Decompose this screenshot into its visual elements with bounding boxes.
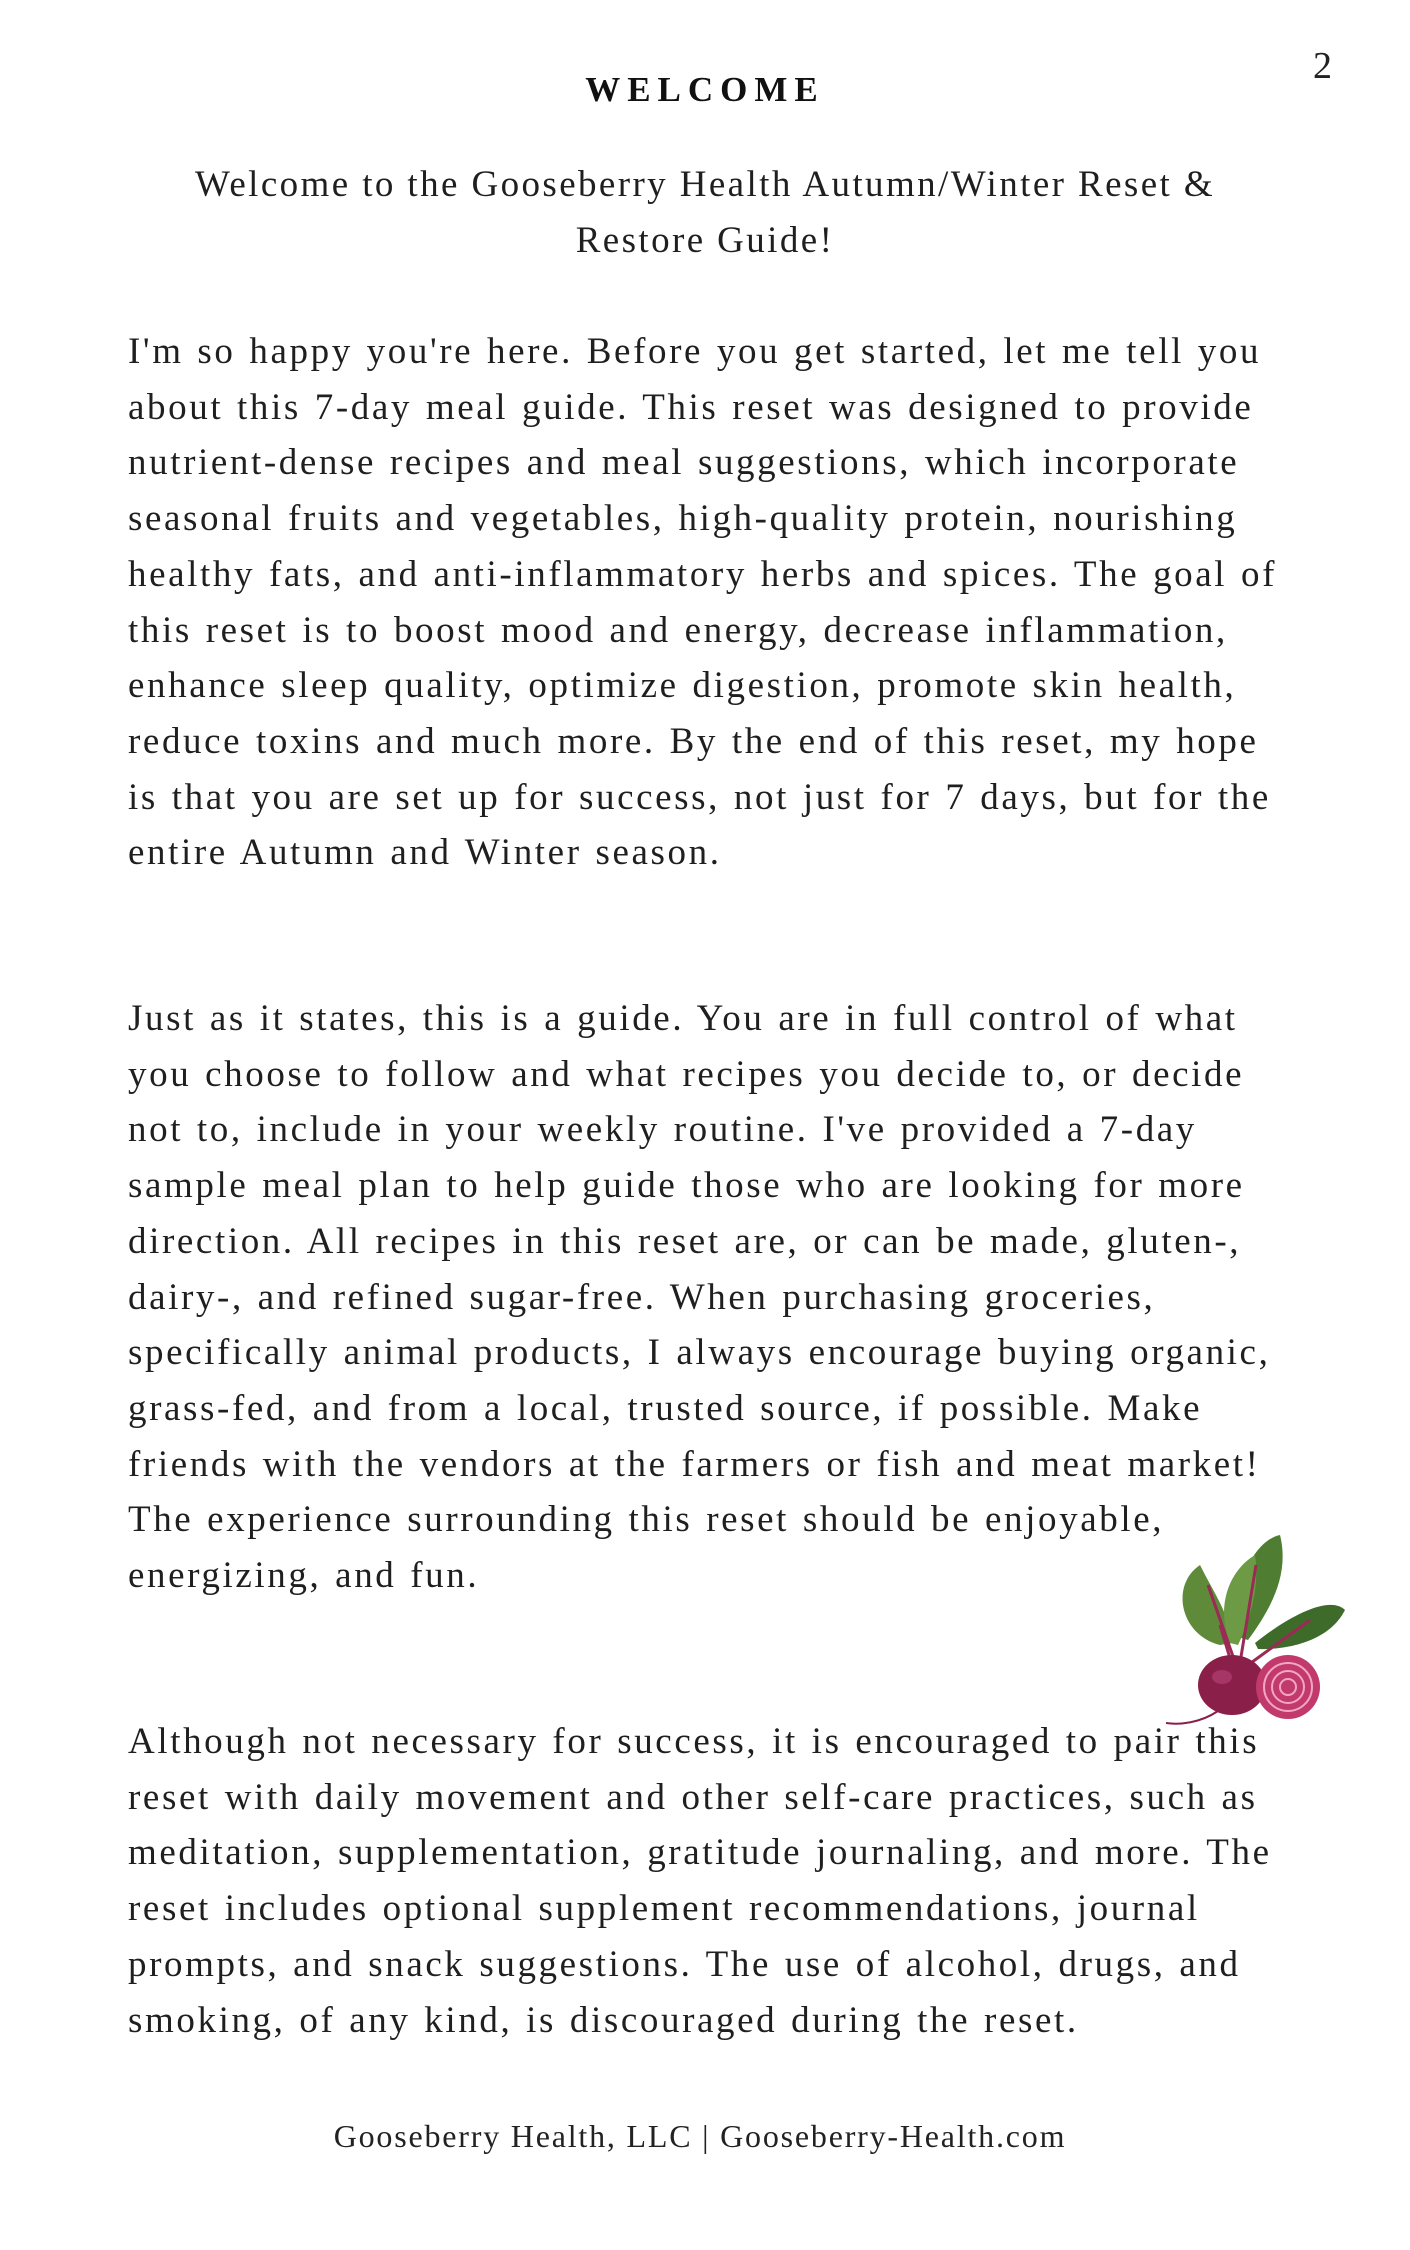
beet-slice (1256, 1655, 1320, 1719)
beet-root-highlight (1212, 1670, 1232, 1684)
page-title: WELCOME (585, 70, 825, 109)
paragraph-guide: Just as it states, this is a guide. You are in full control of what you choose to follow and what recipes you decide to, or decide not to, include in your weekly routine. I've provided a 7-day sample meal plan to help guide those who are looking for more direction. All recipes in this reset are, or can be made, gluten-, dairy-, and refined sugar-free. When purchasing groceries, specifically animal products, I always encourage buying organic, grass-fed, and from a local, trusted source, if possible. Make friends with the vendors at the farmers or fish and meat market! The experience surrounding this reset should be enjoyable, energizing, and fun. (128, 998, 1271, 1597)
intro-text: Welcome to the Gooseberry Health Autumn/Winter Reset & Restore Guide! (194, 164, 1216, 261)
paragraph-selfcare: Although not necessary for success, it is encouraged to pair this reset with daily movement and other self-care practices, such as meditation, supplementation, gratitude journaling, and more. The reset includes optional supplement recommendations, journal prompts, and snack suggestions. The use of alcohol, drugs, and smoking, of any kind, is discouraged during the reset. (128, 1721, 1272, 2041)
paragraph-intro: I'm so happy you're here. Before you get started, let me tell you about this 7-day meal guide. This reset was designed to provide nutrient-dense recipes and meal suggestions, which incorporate seasonal fruits and vegetables, high-quality protein, nourishing healthy fats, and anti-inflammatory herbs and spices. The goal of this reset is to boost mood and energy, decrease inflammation, enhance sleep quality, optimize digestion, promote skin health, reduce toxins and much more. By the end of this reset, my hope is that you are set up for success, not just for 7 days, but for the entire Autumn and Winter season. (128, 331, 1278, 874)
beet-root (1198, 1655, 1266, 1715)
beet-icon (1160, 1525, 1360, 1725)
footer-text: Gooseberry Health, LLC | Gooseberry-Health.com (333, 2118, 1067, 2154)
page-number: 2 (1313, 45, 1332, 87)
